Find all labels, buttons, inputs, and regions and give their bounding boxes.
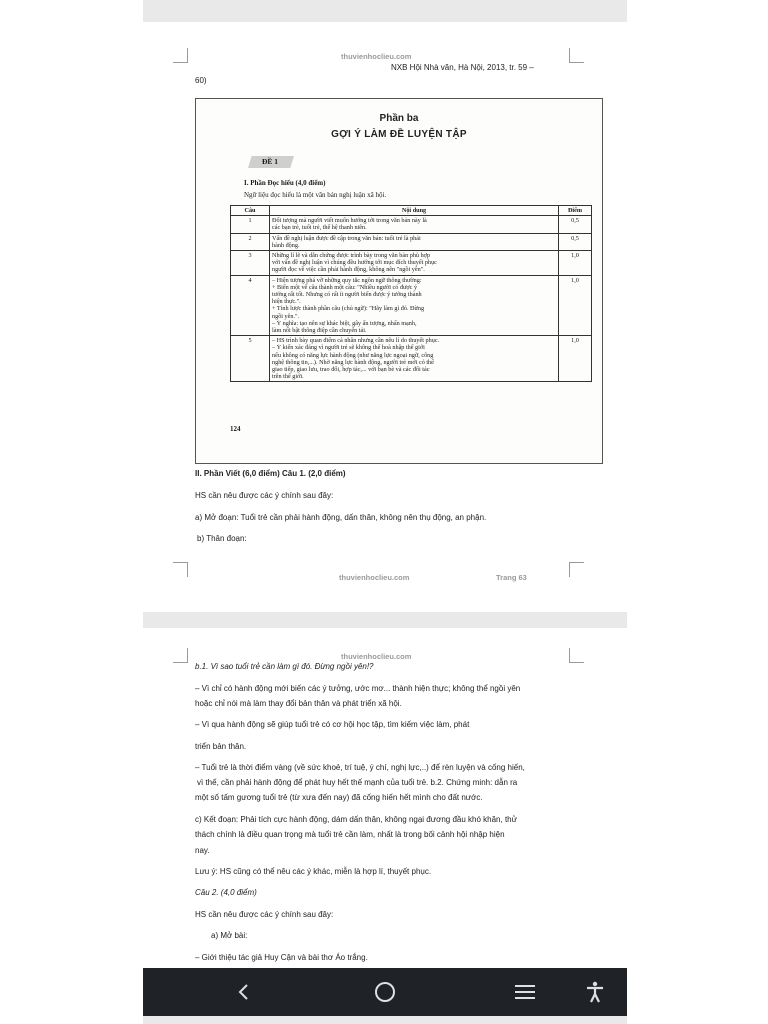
exam-tag: ĐỀ 1 <box>262 157 279 166</box>
section-title: GỢI Ý LÀM ĐỀ LUYỆN TẬP <box>331 129 467 140</box>
paragraph: b) Thân đoạn: <box>197 534 247 543</box>
answer-content <box>270 216 559 233</box>
answer-line: nếu không có năng lực hành động (như năng lực ngoại ngữ, công <box>272 351 434 359</box>
table-row <box>231 233 592 250</box>
reading-section-heading: I. Phần Đọc hiểu (4,0 điểm) <box>244 179 326 187</box>
crop-mark <box>569 48 584 63</box>
recent-apps-button[interactable] <box>501 968 549 1016</box>
paragraph: vì thế, cần phải hành động để phát huy hết thế mạnh của tuổi trẻ. b.2. Chứng minh: dẫn ra <box>197 778 518 787</box>
paragraph: HS cần nêu được các ý chính sau đây: <box>195 910 334 919</box>
answer-content <box>270 336 559 382</box>
answer-line: – HS trình bày quan điểm cá nhân nhưng cần nêu lí do thuyết phục. <box>272 337 440 345</box>
system-navigation-bar <box>143 968 627 1016</box>
back-icon <box>235 983 253 1001</box>
writing-section-heading: II. Phần Viết (6,0 điểm) Câu 1. (2,0 điểm) <box>195 469 346 478</box>
paragraph: – Vì qua hành động sẽ giúp tuổi trẻ có cơ hội học tập, tìm kiếm việc làm, phát <box>195 720 470 729</box>
table-row <box>231 336 592 382</box>
book-page-number: 124 <box>230 425 241 433</box>
home-button[interactable] <box>361 968 409 1016</box>
source-line: NXB Hội Nhà văn, Hà Nội, 2013, tr. 59 – <box>391 63 534 72</box>
answer-line: ngồi yên.". <box>272 312 300 320</box>
document-page-63 <box>143 22 627 612</box>
answer-content <box>270 233 559 250</box>
paragraph: nay. <box>195 846 210 855</box>
answer-line: làm nổi bật thông điệp cần chuyển tải. <box>272 327 367 335</box>
answer-line: người đọc về việc cần phải hành động, không nên "ngồi yên". <box>272 266 425 274</box>
crop-mark <box>173 648 188 663</box>
crop-mark <box>569 648 584 663</box>
answer-line: hành động. <box>272 241 300 249</box>
score: 0,5 <box>559 233 592 250</box>
answer-line: + Tỉnh lược thành phần câu (chủ ngữ): "Hãy làm gì đó. Đừng <box>272 305 425 313</box>
paragraph: b.1. Vì sao tuổi trẻ cần làm gì đó. Đừng ngồi yên!? <box>195 662 374 671</box>
paragraph: một số tấm gương tuổi trẻ (từ xưa đến nay) đã cống hiến hết mình cho đất nước. <box>195 793 483 802</box>
watermark-footer: thuvienhoclieu.com <box>339 573 410 582</box>
home-icon <box>374 981 396 1003</box>
paragraph: a) Mở đoạn: Tuổi trẻ cần phải hành động, dấn thân, không nên thụ động, an phận. <box>195 513 487 522</box>
crop-mark <box>569 562 584 577</box>
answer-line: Đối tượng mà người viết muốn hướng tới trong văn bản này là <box>272 217 427 225</box>
paragraph: thách chính là điều quan trọng mà tuổi trẻ cần làm, nhất là trong bối cảnh hội nhập hiện <box>195 830 505 839</box>
answer-line: giao tiếp, giao lưu, trao đổi, hợp tác,... với bạn bè và các đối tác <box>272 366 430 374</box>
answer-line: Những lí lẽ và dẫn chứng được trình bày trong văn bản phù hợp <box>272 252 431 260</box>
reading-intro: Ngữ liệu đọc hiểu là một văn bản nghị luận xã hội. <box>244 191 387 199</box>
crop-mark <box>173 562 188 577</box>
source-line-cont: 60) <box>195 76 207 85</box>
answer-line: + Biến một vế câu thành một câu: "Nhiều người có được ý <box>272 283 418 291</box>
answer-content <box>270 251 559 276</box>
accessibility-button[interactable] <box>571 968 619 1016</box>
scanned-book-page <box>195 98 603 464</box>
paragraph: c) Kết đoạn: Phải tích cực hành động, dám dấn thân, không ngại đương đầu khó khăn, thử <box>195 815 517 824</box>
question-number: 1 <box>231 216 270 233</box>
table-header: Câu <box>231 206 270 216</box>
answer-line: với vấn đề nghị luận vì chúng đều hướng tới mục đích thuyết phục <box>272 259 437 267</box>
answer-line: Vấn đề nghị luận được đề cập trong văn bản: tuổi trẻ là phải <box>272 234 421 242</box>
answer-line: hiện thực.". <box>272 298 301 306</box>
table-header: Nội dung <box>270 206 559 216</box>
question-number: 2 <box>231 233 270 250</box>
watermark-header: thuvienhoclieu.com <box>341 652 412 661</box>
answer-line: trên thế giới. <box>272 373 304 381</box>
accessibility-icon <box>585 981 605 1003</box>
table-row <box>231 275 592 336</box>
part-heading: Phần ba <box>379 113 419 124</box>
watermark-header: thuvienhoclieu.com <box>341 52 412 61</box>
answer-line: – Hiện tượng phá vỡ những quy tắc ngôn ngữ thông thường: <box>272 276 422 284</box>
answer-line: các bạn trẻ, tuổi trẻ, thế hệ thanh niên. <box>272 224 367 232</box>
paragraph: – Tuổi trẻ là thời điểm vàng (về sức khoẻ, trí tuệ, ý chí, nghị lực,..) để rèn luyện và cống hiến, <box>195 763 525 772</box>
paragraph: – Vì chỉ có hành động mới biến các ý tưởng, ước mơ... thành hiện thực; không thể ngồi yên <box>195 684 521 693</box>
answer-line: – Ý kiến xác đáng vì người trẻ sẽ không thể hoà nhập thế giới <box>272 344 425 352</box>
crop-mark <box>173 48 188 63</box>
table-header: Điểm <box>559 206 592 216</box>
document-page-64 <box>143 628 627 968</box>
paragraph: hoặc chỉ nói mà làm thay đổi bản thân và phát triển xã hội. <box>195 699 402 708</box>
paragraph: Lưu ý: HS cũng có thể nêu các ý khác, miễn là hợp lí, thuyết phục. <box>195 867 432 876</box>
paragraph: Câu 2. (4,0 điểm) <box>195 888 257 897</box>
table-row <box>231 216 592 233</box>
back-button[interactable] <box>220 968 268 1016</box>
menu-icon <box>514 983 536 1001</box>
question-number: 5 <box>231 336 270 382</box>
paragraph: triển bản thân. <box>195 742 247 751</box>
paragraph: a) Mở bài: <box>211 931 248 940</box>
answer-line: nghệ thông tin,...). Nhờ năng lực hành động, người trẻ mới có thể <box>272 358 434 366</box>
answer-line: – Ý nghĩa: tạo nên sự khác biệt, gây ấn tượng, nhấn mạnh, <box>272 319 417 327</box>
table-row <box>231 251 592 276</box>
answer-content <box>270 275 559 336</box>
answer-line: tưởng rất tốt. Nhưng có rất ít người biến được ý tưởng thành <box>272 291 422 299</box>
score: 0,5 <box>559 216 592 233</box>
page-number-footer: Trang 63 <box>496 573 527 582</box>
answer-table <box>230 205 592 382</box>
paragraph: – Giới thiệu tác giả Huy Cận và bài thơ Áo trắng. <box>195 953 368 962</box>
question-number: 3 <box>231 251 270 276</box>
question-number: 4 <box>231 275 270 336</box>
score: 1,0 <box>559 275 592 336</box>
paragraph: HS cần nêu được các ý chính sau đây: <box>195 491 334 500</box>
score: 1,0 <box>559 336 592 382</box>
score: 1,0 <box>559 251 592 276</box>
